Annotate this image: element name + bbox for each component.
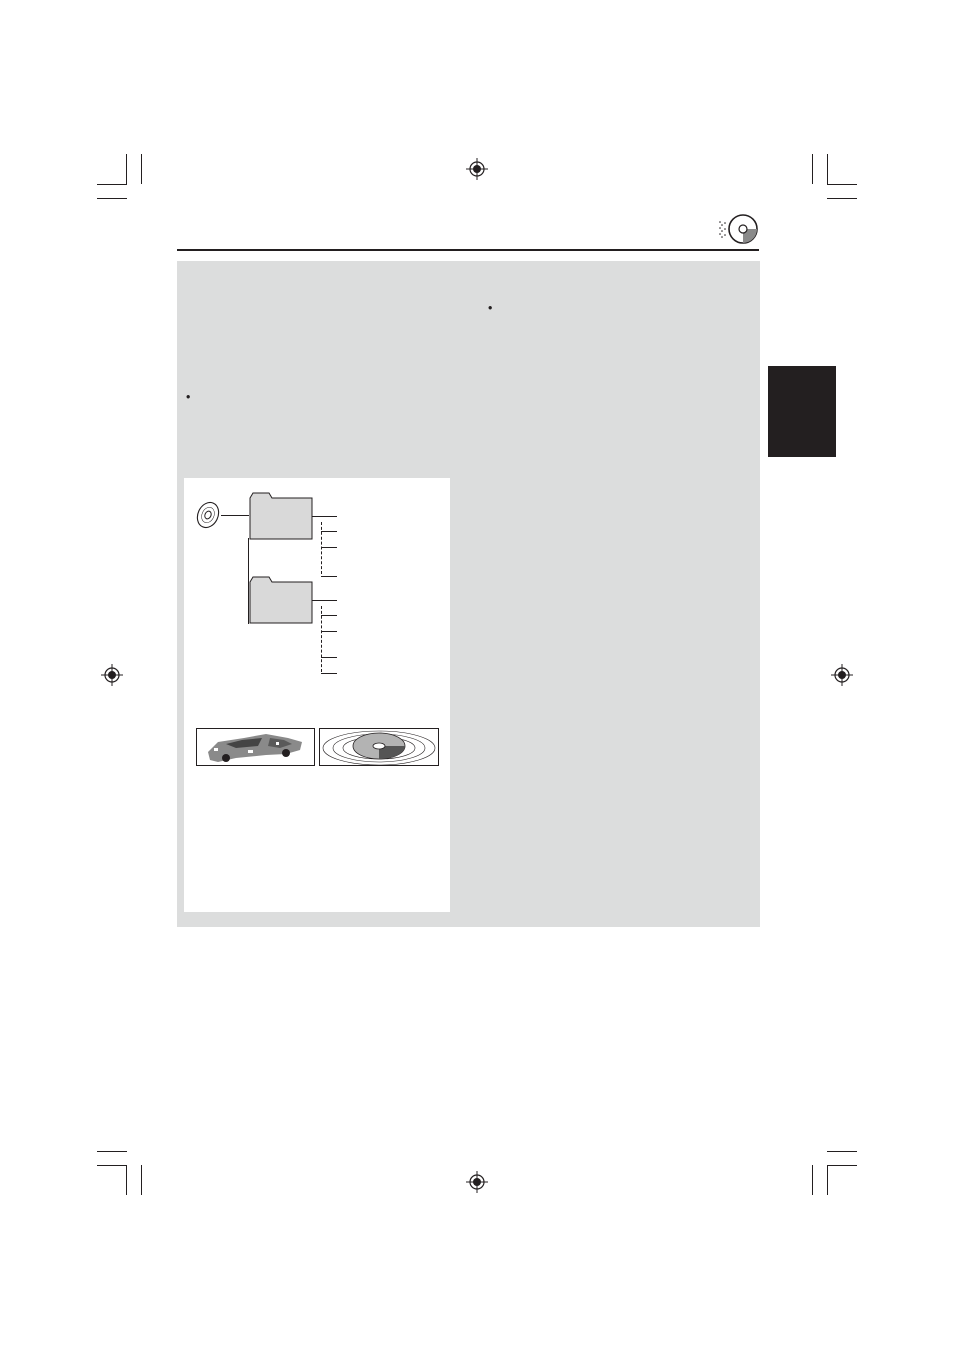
bullet-dot: • bbox=[186, 390, 191, 404]
tree-dash bbox=[321, 522, 322, 574]
registration-target-icon bbox=[831, 664, 853, 686]
registration-target-icon bbox=[466, 158, 488, 180]
registration-target-icon bbox=[101, 664, 123, 686]
bullet-dot: • bbox=[488, 301, 493, 315]
crop-mark bbox=[97, 184, 127, 185]
tree-line bbox=[321, 576, 337, 577]
tree-line bbox=[312, 600, 337, 601]
crop-mark bbox=[141, 154, 142, 184]
header-rule bbox=[177, 249, 759, 251]
crop-mark bbox=[827, 1151, 857, 1152]
language-tab bbox=[768, 366, 836, 457]
tree-line bbox=[312, 516, 337, 517]
diagram-box bbox=[184, 478, 450, 912]
tree-line bbox=[321, 673, 337, 674]
tree-line bbox=[321, 531, 337, 532]
crop-mark bbox=[812, 154, 813, 184]
crop-mark bbox=[97, 1165, 127, 1166]
crop-mark bbox=[827, 1165, 828, 1195]
display-window-car-image bbox=[196, 728, 315, 766]
crop-mark bbox=[827, 154, 828, 184]
crop-mark bbox=[97, 1151, 127, 1152]
tree-line bbox=[321, 547, 337, 548]
crop-mark bbox=[827, 198, 857, 199]
crop-mark bbox=[141, 1165, 142, 1195]
crop-mark bbox=[812, 1165, 813, 1195]
tree-line bbox=[321, 657, 337, 658]
crop-mark bbox=[97, 198, 127, 199]
tree-line bbox=[321, 631, 337, 632]
disc-icon bbox=[195, 500, 221, 530]
folder-icon bbox=[249, 576, 313, 624]
crop-mark bbox=[126, 1165, 127, 1195]
tree-line bbox=[321, 615, 337, 616]
registration-target-icon bbox=[466, 1171, 488, 1193]
crop-mark bbox=[126, 154, 127, 184]
crop-mark bbox=[827, 184, 857, 185]
crop-mark bbox=[827, 1165, 857, 1166]
tree-line bbox=[221, 515, 249, 516]
cd-icon bbox=[716, 213, 760, 245]
folder-icon bbox=[249, 492, 313, 540]
display-window-cd-image bbox=[319, 728, 439, 766]
